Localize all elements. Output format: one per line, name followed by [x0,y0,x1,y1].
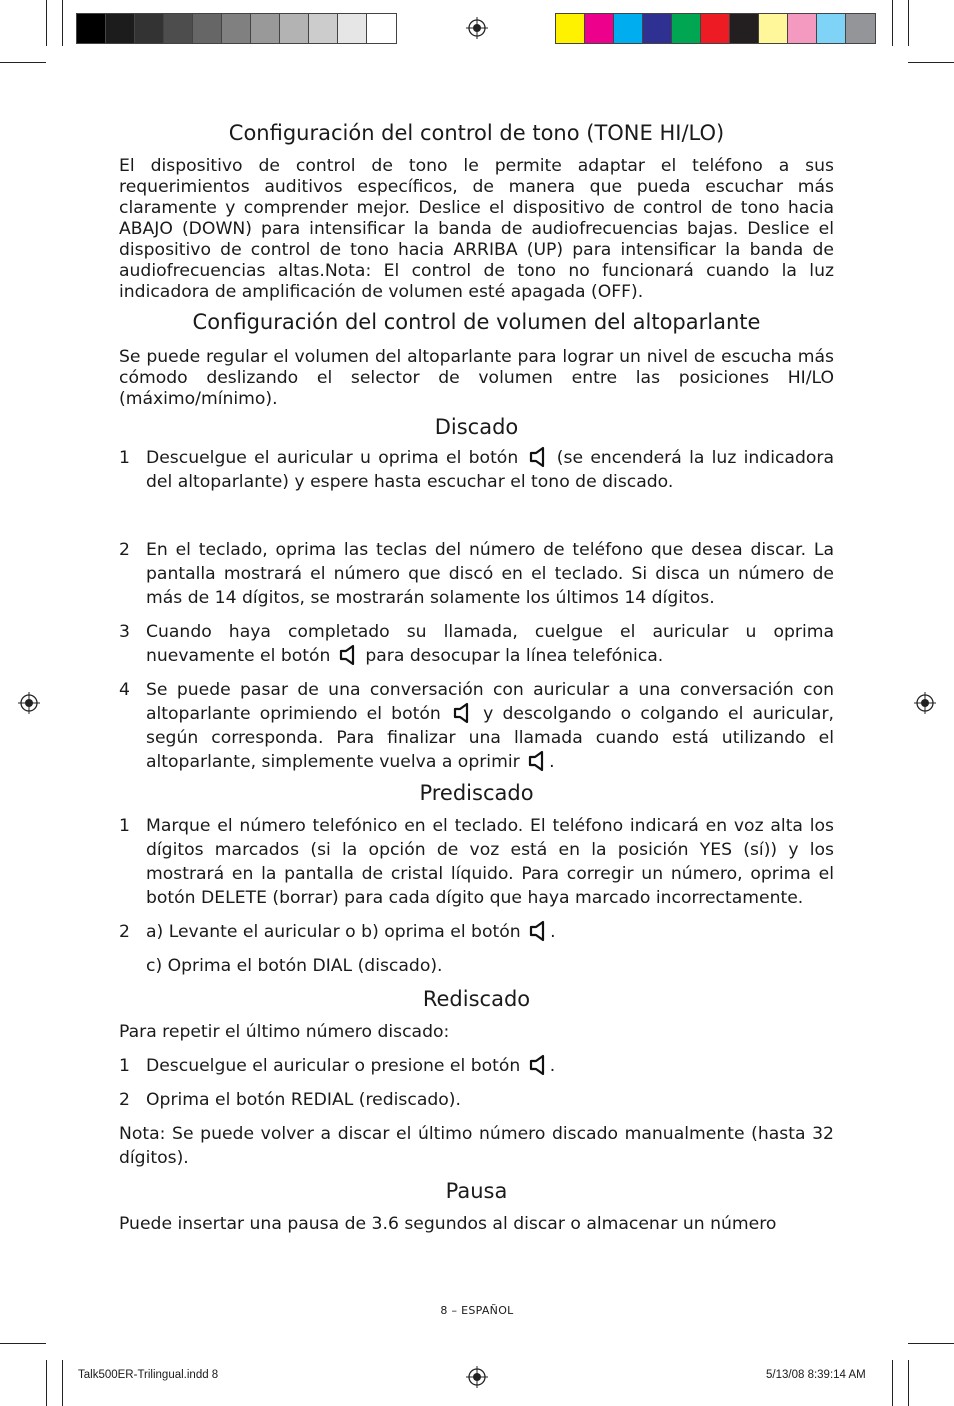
slug-timestamp: 5/13/08 8:39:14 AM [766,1369,866,1381]
section-heading-dialing: Discado [434,415,519,439]
registration-mark-icon [466,1366,488,1388]
list-item [119,620,834,668]
list-text-part: . [549,752,555,772]
color-swatch [164,14,193,43]
list-text: Oprima el botón REDIAL (rediscado). [146,1090,461,1110]
note-label: Nota: [324,261,372,281]
speaker-icon [527,750,547,772]
list-text-part: (se encenderá la luz indicadora del altoparlante) y espere hasta escuchar el tono de discado. [146,448,834,492]
crop-mark [46,0,47,46]
slug-file-name: Talk500ER-Trilingual.indd 8 [78,1369,219,1381]
list-item [119,920,834,944]
color-swatch [367,14,396,43]
crop-mark [908,1360,909,1406]
list-number: 2 [119,922,130,942]
section-heading-redial: Rediscado [422,987,531,1011]
list-number: 2 [119,1090,130,1110]
color-swatch [556,14,585,43]
list-item [119,1054,834,1078]
note-label: Nota: [119,1124,166,1144]
crop-mark [46,1360,47,1406]
color-swatch [643,14,672,43]
color-swatch [817,14,846,43]
color-swatch [788,14,817,43]
redial-note-text: Se puede volver a discar el último número discado manualmente (hasta 32 dígitos). [119,1124,834,1168]
list-number: 2 [119,540,130,560]
color-swatch [701,14,730,43]
section-heading-volume: Configuración del control de volumen del altoparlante [192,310,761,334]
list-item [119,678,834,774]
color-swatch [759,14,788,43]
list-number: 4 [119,680,130,700]
list-text-part: para desocupar la línea telefónica. [359,646,664,666]
volume-paragraph: Se puede regular el volumen del altoparlante para lograr un nivel de escucha más cómodo deslizando el selector de volumen entre las posiciones HI/LO (máximo/mínimo). [119,347,834,409]
tone-note: El control de tono no funcionará cuando la luz indicadora de amplificación de volumen esté apagada (OFF). [119,261,834,302]
list-item [119,954,834,978]
color-swatch [106,14,135,43]
list-text [146,446,834,494]
color-swatch [193,14,222,43]
redial-intro: Para repetir el último número discado: [119,1022,450,1042]
list-text: Marque el número telefónico en el teclado. El teléfono indicará en voz alta los dígitos marcados (si la opción de voz está en la posición YES (sí)) y los mostrará en la pantalla de cristal líquido. Para corregir un número, oprima el botón DELETE (borrar) para cada dígito que haya marcado incorrectamente. [146,816,834,908]
pause-paragraph: Puede insertar una pausa de 3.6 segundos al discar o almacenar un número [119,1214,777,1234]
color-swatch [135,14,164,43]
grayscale-color-bar [76,13,397,44]
speaker-icon [338,644,358,666]
color-swatch [672,14,701,43]
color-swatch [251,14,280,43]
list-text [146,920,834,944]
list-text-part: Descuelgue el auricular u oprima el botón [146,448,526,468]
list-number: 1 [119,816,130,836]
color-swatch [585,14,614,43]
speaker-icon [528,446,548,468]
crop-mark [62,1360,63,1406]
color-swatch [614,14,643,43]
list-text [146,678,834,774]
list-item [119,538,834,610]
list-number: 3 [119,622,130,642]
list-text: c) Oprima el botón DIAL (discado). [146,956,443,976]
redial-note [119,1122,834,1170]
list-text-part: . [549,1056,556,1076]
speaker-icon [528,920,548,942]
list-text-part: . [550,922,556,942]
list-text [146,620,834,668]
process-color-bar [555,13,876,44]
section-heading-predial: Prediscado [419,781,534,805]
list-text-part: Descuelgue el auricular o presione el botón [146,1056,526,1076]
tone-paragraph [119,156,834,303]
registration-mark-icon [914,692,936,714]
color-swatch [338,14,367,43]
color-swatch [730,14,759,43]
speaker-icon [528,1054,548,1076]
list-text-part: y descolgando o colgando el auricular, según corresponda. Para finalizar una llamada cuando está utilizando el altoparlante, simplemente vuelva a oprimir [146,704,834,772]
crop-mark [0,62,46,63]
registration-mark-icon [466,17,488,39]
tone-body: El dispositivo de control de tono le permite adaptar el teléfono a sus requerimientos auditivos específicos, de manera que pueda escuchar más claramente y comprender mejor. Deslice el dispositivo de control de tono hacia ABAJO (DOWN) para intensificar la banda de audiofrecuencias bajas. Deslice el dispositivo de control de tono hacia ARRIBA (UP) para intensificar la banda de audiofrecuencias altas. [119,156,834,281]
color-swatch [309,14,338,43]
list-text: En el teclado, oprima las teclas del número de teléfono que desea discar. La pantalla mostrará el número que discó en el teclado. Si disca un número de más de 14 dígitos, se mostrarán solamente los últimos 14 dígitos. [146,540,834,608]
crop-mark [908,1343,954,1344]
color-swatch [77,14,106,43]
list-item [119,814,834,910]
color-swatch [280,14,309,43]
list-number: 1 [119,448,130,468]
speaker-icon [452,702,472,724]
crop-mark [908,62,954,63]
crop-mark [908,0,909,46]
list-text-part: Se puede pasar de una conversación con auricular a una conversación con altoparlante oprimiendo el botón [146,680,834,724]
crop-mark [892,0,893,46]
crop-mark [0,1343,46,1344]
list-number: 1 [119,1056,130,1076]
list-item [119,446,834,494]
registration-mark-icon [18,692,40,714]
crop-mark [892,1360,893,1406]
page-content [119,118,834,1236]
color-swatch [222,14,251,43]
section-heading-tone: Configuración del control de tono (TONE HI/LO) [228,121,725,145]
color-swatch [846,14,875,43]
crop-mark [62,0,63,46]
section-heading-pause: Pausa [445,1179,508,1203]
page-number: 8 – ESPAÑOL [440,1304,514,1317]
list-item [119,1088,834,1112]
list-text-part: Cuando haya completado su llamada, cuelgue el auricular u oprima nuevamente el botón [146,622,834,666]
list-text-part: a) Levante el auricular o b) oprima el botón [146,922,527,942]
list-text [146,1054,834,1078]
